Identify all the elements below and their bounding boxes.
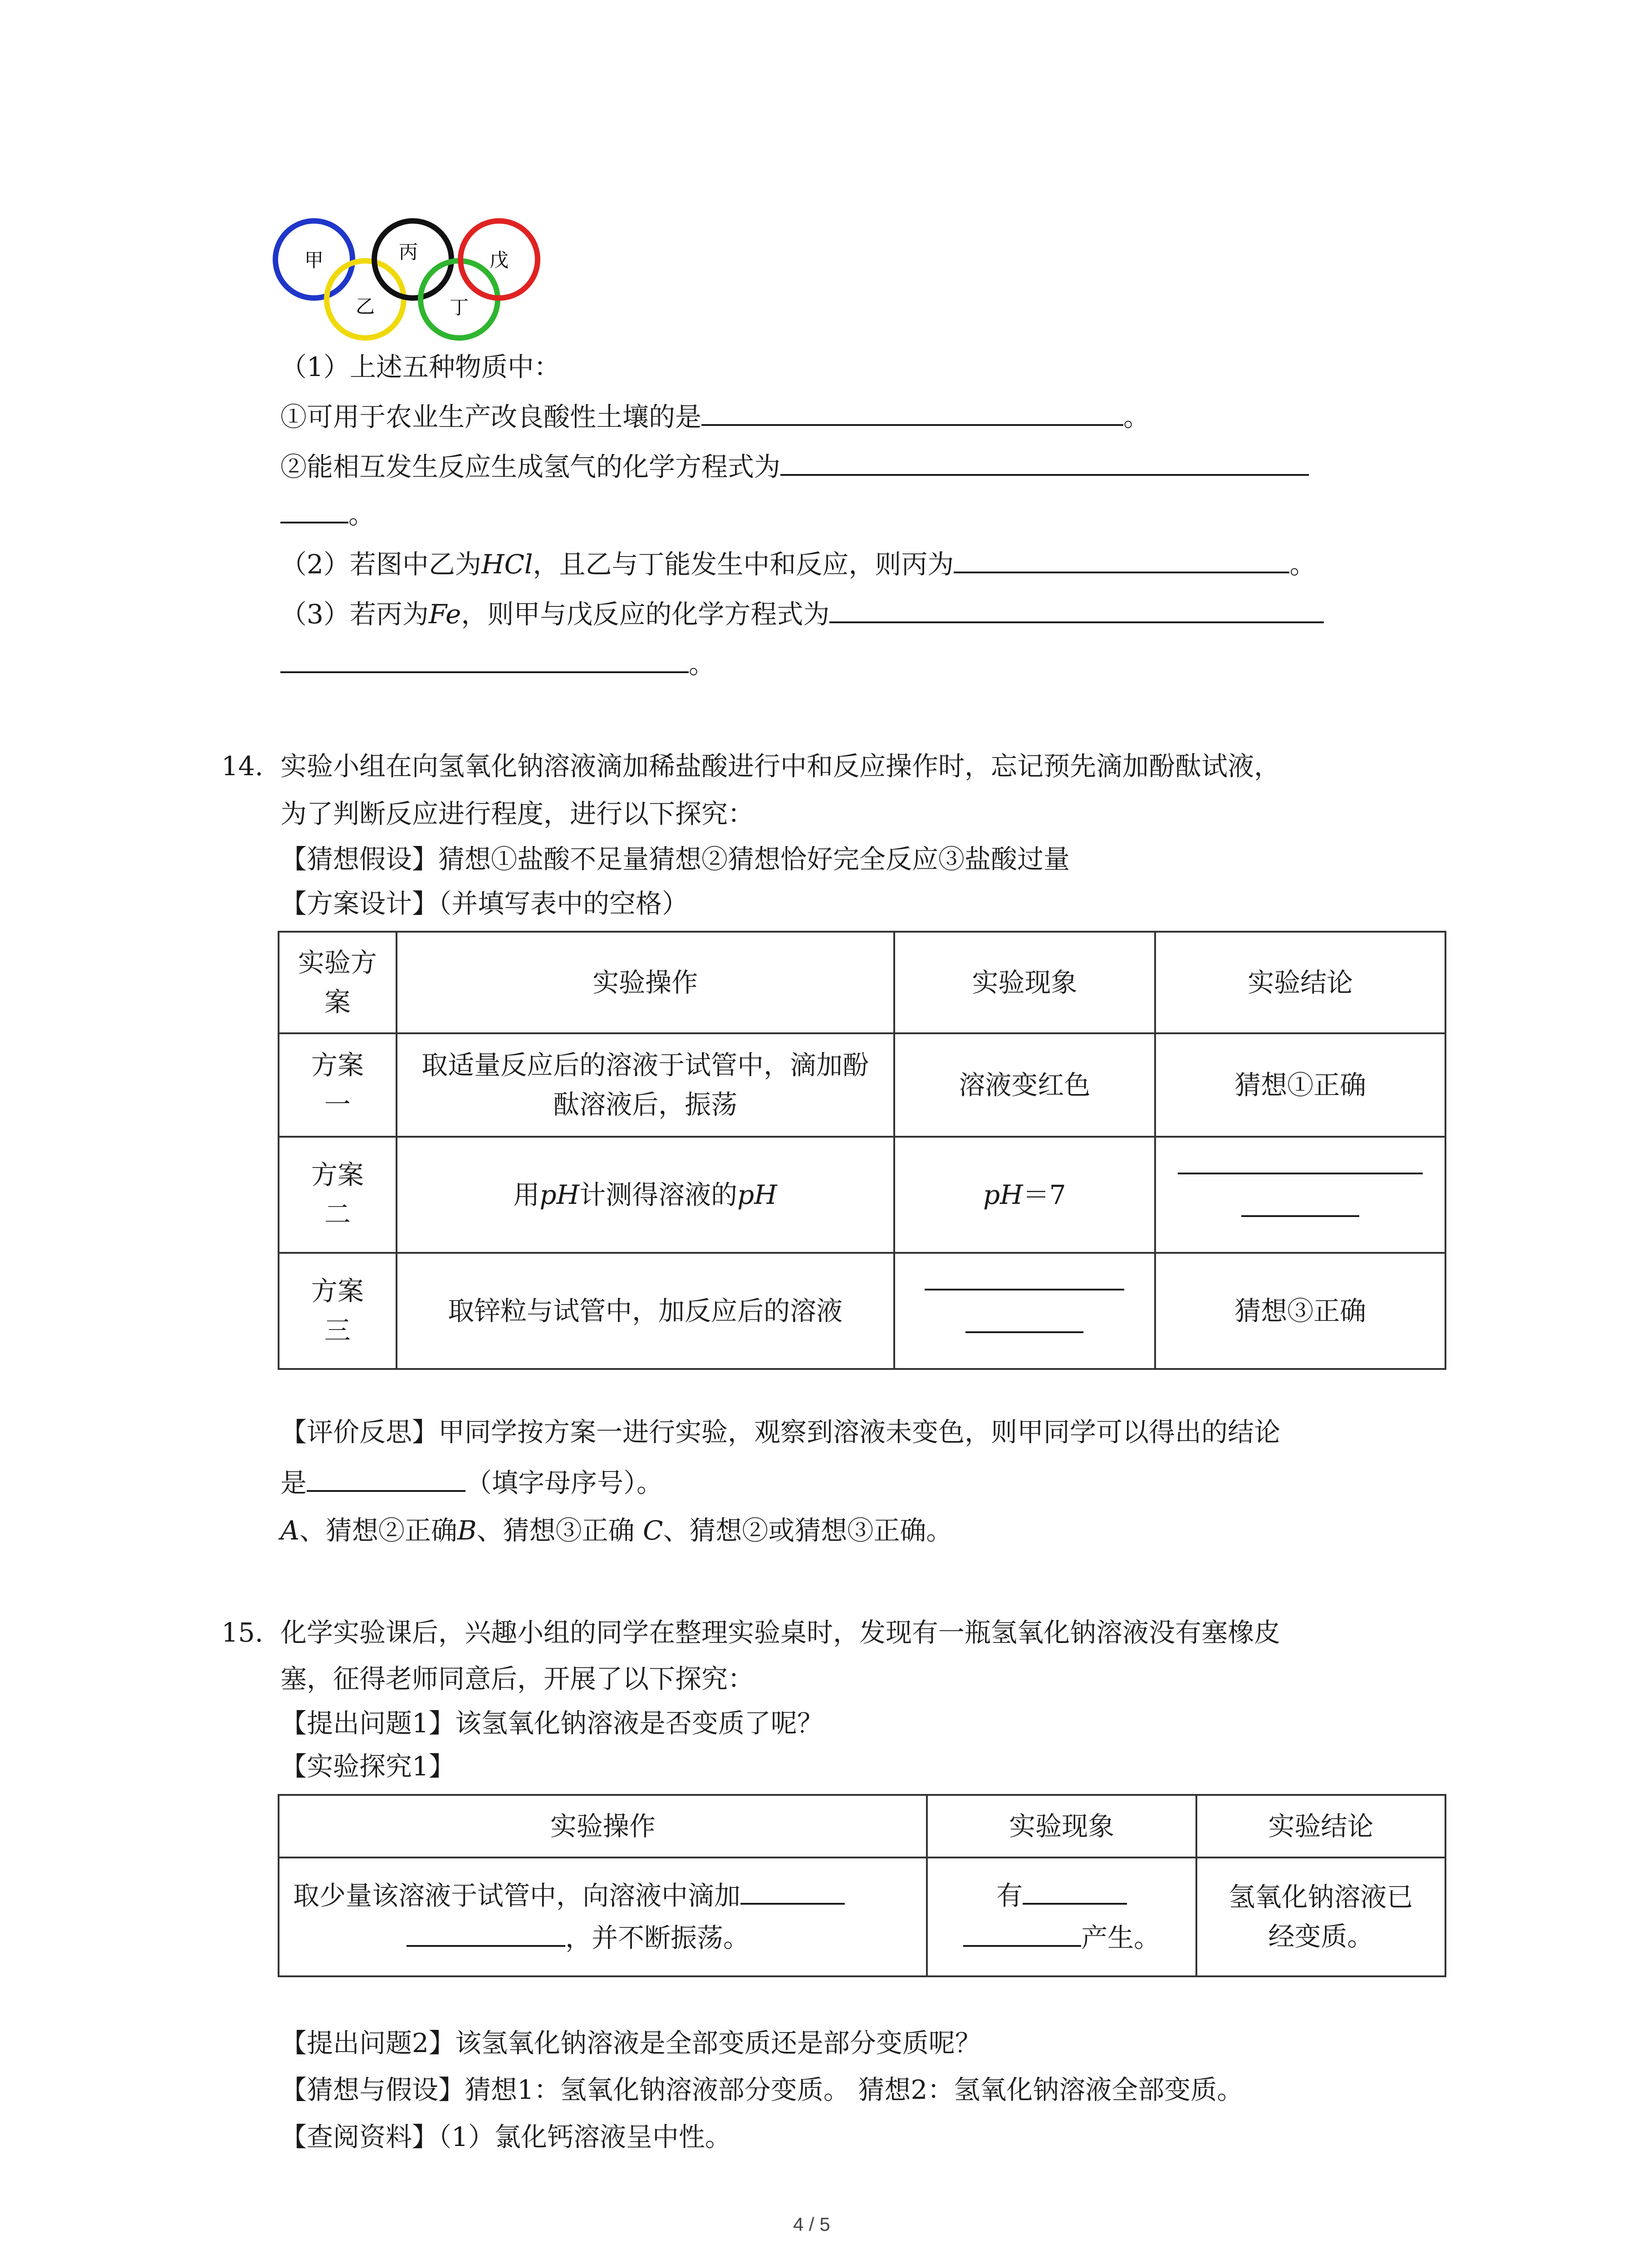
answer-blank[interactable] [965, 1331, 1083, 1333]
table-row [279, 1253, 1445, 1369]
table-cell-plan: 方案一 [279, 1033, 397, 1137]
table-row [279, 1137, 1445, 1253]
table-header-cell: 实验方案 [279, 932, 397, 1033]
answer-blank[interactable] [925, 1289, 1124, 1290]
q13-part3 [280, 599, 1324, 630]
q14-hypothesis: 【猜想假设】猜想①盐酸不足量猜想②猜想恰好完全反应③盐酸过量 [280, 844, 1070, 875]
ring-label-wu: 戊 [489, 249, 509, 271]
table-cell-plan: 方案二 [279, 1137, 397, 1253]
q15-stem-line1: 化学实验课后，兴趣小组的同学在整理实验桌时，发现有一瓶氢氧化钠溶液没有塞橡皮 [280, 1617, 1281, 1648]
q14-eval-line1: 【评价反思】甲同学按方案一进行实验，观察到溶液未变色，则甲同学可以得出的结论 [280, 1417, 1281, 1447]
answer-blank[interactable] [1178, 1173, 1423, 1174]
table-cell-op: 取少量该溶液于试管中，向溶液中滴加 ，并不断振荡。 [279, 1857, 927, 1976]
answer-blank[interactable] [407, 1945, 565, 1947]
table-header-cell: 实验操作 [279, 1795, 927, 1857]
table-cell-phen: 溶液变红色 [894, 1033, 1156, 1137]
q13-part1a [280, 401, 1150, 432]
table-header-row [279, 1795, 1445, 1857]
ring-label-ding: 丁 [449, 296, 469, 318]
table-cell-phen: pH＝7 [894, 1137, 1156, 1253]
option-c-text: 、猜想②或猜想③正确。 [663, 1515, 953, 1546]
q13-part3-fe: Fe [428, 599, 461, 630]
table-row [279, 1857, 1445, 1976]
table-cell-concl: 氢氧化钠溶液已经变质。 [1196, 1857, 1445, 1976]
q13-part1b-text: ②能相互发生反应生成氢气的化学方程式为 [280, 451, 781, 482]
table-cell-concl: 猜想③正确 [1155, 1253, 1445, 1369]
q15-reference: 【查阅资料】（1）氯化钙溶液呈中性。 [280, 2121, 731, 2152]
q13-part1-heading: （1）上述五种物质中： [280, 352, 560, 382]
q13-part1b [280, 451, 1309, 482]
q13-part3-a: （3）若丙为 [280, 599, 429, 630]
answer-blank[interactable] [1023, 1902, 1127, 1905]
q13-part1b-end: 。 [348, 499, 375, 530]
q14-eval-line2 [280, 1467, 663, 1498]
answer-blank[interactable] [954, 571, 1289, 573]
answer-blank[interactable] [780, 474, 1309, 476]
q13-part2 [280, 549, 1316, 580]
table-cell-phen-blank[interactable] [894, 1253, 1156, 1369]
q14-stem-line2: 为了判断反应进行程度，进行以下探究： [280, 798, 754, 829]
q13-part3-c: ，则甲与戊反应的化学方程式为 [461, 599, 830, 630]
ring-label-bing: 丙 [398, 241, 418, 263]
option-b-text: 、猜想③正确 [476, 1515, 643, 1546]
table-header-row [279, 932, 1445, 1033]
page-number: 4 / 5 [793, 2214, 830, 2235]
table-cell-concl-blank[interactable] [1155, 1137, 1445, 1253]
option-a-letter: A [280, 1515, 299, 1546]
q14-number: 14. [221, 751, 264, 782]
q14-eval-shi: 是 [280, 1467, 307, 1498]
option-c-letter: C [642, 1515, 663, 1546]
table-header-cell: 实验结论 [1155, 932, 1445, 1033]
q13-part1a-end: 。 [1123, 401, 1150, 432]
ring-label-jia: 甲 [304, 249, 324, 271]
table-header-cell: 实验操作 [397, 932, 894, 1033]
q13-part1a-text: ①可用于农业生产改良酸性土壤的是 [280, 401, 702, 432]
q14-options [280, 1517, 952, 1544]
q15-experiment1: 【实验探究1】 [280, 1751, 455, 1782]
q14-design: 【方案设计】（并填写表中的空格） [280, 888, 689, 919]
table-header-cell: 实验结论 [1196, 1795, 1445, 1857]
q15-question1: 【提出问题1】该氢氧化钠溶液是否变质了呢？ [280, 1708, 823, 1739]
option-b-letter: B [457, 1515, 477, 1546]
q13-part2-hcl: HCl [481, 549, 533, 580]
answer-blank[interactable] [740, 1902, 845, 1905]
table-header-cell: 实验现象 [894, 932, 1156, 1033]
table-cell-phen: 有 产生。 [927, 1857, 1196, 1976]
answer-blank[interactable] [307, 1490, 465, 1492]
q13-part3-end: 。 [689, 649, 715, 679]
table-cell-op: 用pH计测得溶液的pH [397, 1137, 894, 1253]
table-cell-concl: 猜想①正确 [1155, 1033, 1445, 1137]
q15-hypothesis: 【猜想与假设】猜想1：氢氧化钠溶液部分变质。 猜想2：氢氧化钠溶液全部变质。 [280, 2074, 1244, 2105]
ring-label-yi: 乙 [355, 295, 375, 318]
answer-blank[interactable] [280, 671, 689, 673]
q14-stem-line1: 实验小组在向氢氧化钠溶液滴加稀盐酸进行中和反应操作时，忘记预先滴加酚酞试液， [280, 751, 1281, 782]
option-a-text: 、猜想②正确 [299, 1515, 457, 1546]
q15-number: 15. [221, 1617, 264, 1648]
q15-table [278, 1794, 1446, 1977]
table-cell-plan: 方案三 [279, 1253, 397, 1369]
q13-part2-c: ，且乙与丁能发生中和反应，则丙为 [533, 549, 954, 580]
answer-blank[interactable] [963, 1945, 1081, 1947]
table-cell-op: 取适量反应后的溶液于试管中，滴加酚酞溶液后，振荡 [397, 1033, 894, 1137]
q13-part2-end: 。 [1289, 549, 1316, 580]
answer-blank[interactable] [1241, 1215, 1359, 1217]
answer-blank[interactable] [829, 621, 1324, 623]
q15-stem-line2: 塞，征得老师同意后，开展了以下探究： [280, 1663, 754, 1694]
answer-blank[interactable] [280, 521, 348, 523]
q14-table [278, 931, 1446, 1370]
table-header-cell: 实验现象 [927, 1795, 1196, 1857]
q13-part2-a: （2）若图中乙为 [280, 549, 481, 580]
q13-part1b-cont [280, 501, 375, 528]
q15-question2: 【提出问题2】该氢氧化钠溶液是全部变质还是部分变质呢？ [280, 2028, 981, 2058]
answer-blank[interactable] [701, 424, 1123, 426]
table-cell-op: 取锌粒与试管中，加反应后的溶液 [397, 1253, 894, 1369]
table-row [279, 1033, 1445, 1137]
olympic-rings-figure [272, 213, 554, 349]
q13-part3-cont [280, 651, 715, 677]
q14-eval-hint: （填字母序号）。 [465, 1467, 663, 1498]
